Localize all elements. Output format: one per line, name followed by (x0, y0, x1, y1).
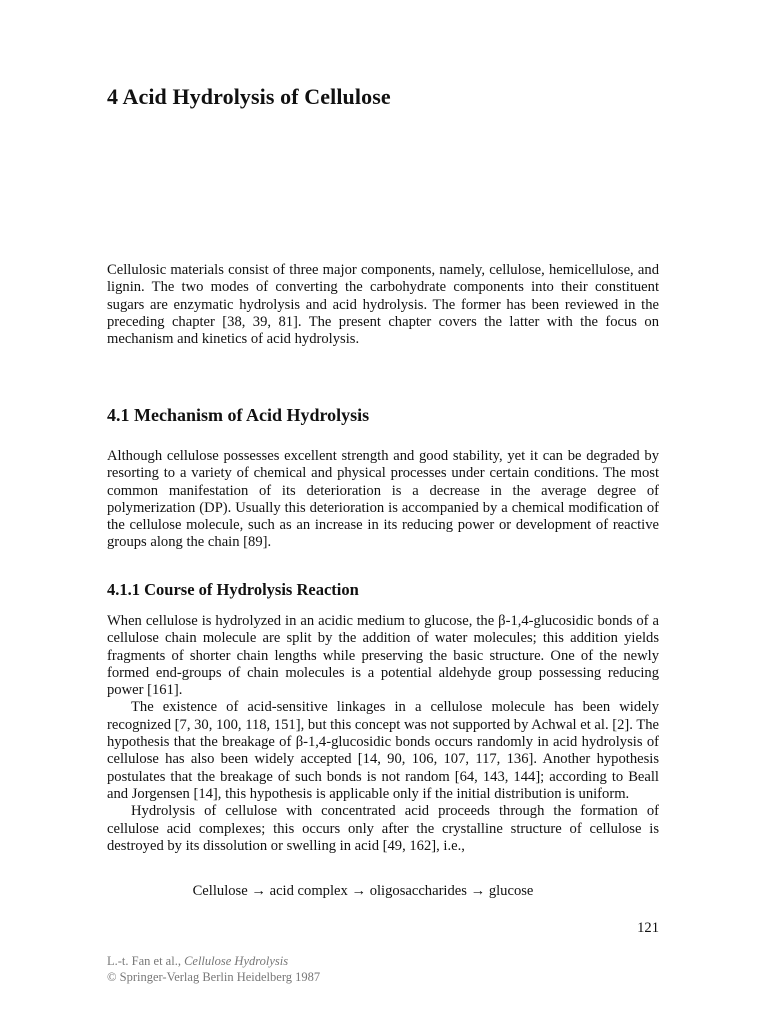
section-4-1-body (107, 448, 659, 552)
page-number: 121 (637, 920, 659, 936)
footer-copyright: © Springer-Verlag Berlin Heidelberg 1987 (107, 970, 321, 984)
footer-citation (107, 953, 320, 985)
body-paragraph-3: Hydrolysis of cellulose with concentrated acid proceeds through the formation of cellulose acid complexes; this occurs only after the crystalline structure of cellulose is destroyed by its dissolution or swelling in acid [49, 162], i.e., (107, 803, 659, 854)
section-title-4-1: 4.1 Mechanism of Acid Hydrolysis (107, 405, 370, 425)
reaction-equation: Cellulose → acid complex → oligosaccharides → glucose (192, 883, 534, 899)
chapter-title: 4 Acid Hydrolysis of Cellulose (107, 84, 391, 109)
footer-book-title: Cellulose Hydrolysis (184, 954, 289, 968)
section-4-1-1-body (107, 613, 659, 855)
intro-section (107, 262, 659, 348)
section-4-1-paragraph: Although cellulose possesses excellent strength and good stability, yet it can be degraded by resorting to a variety of chemical and physical processes under certain conditions. The most common manifestation of its deterioration is a decrease in the average degree of polymerization (DP). Usually this deterioration is accompanied by a chemical modification of the cellulose molecule, such as an increase in its reducing power or development of reactive groups along the chain [89]. (107, 448, 659, 551)
intro-paragraph: Cellulosic materials consist of three major components, namely, cellulose, hemicellulose, and lignin. The two modes of converting the carbohydrate components into their constituent sugars are enzymatic hydrolysis and acid hydrolysis. The former has been reviewed in the preceding chapter [38, 39, 81]. The present chapter covers the latter with the focus on mechanism and kinetics of acid hydrolysis. (107, 262, 659, 348)
subsection-title-4-1-1: 4.1.1 Course of Hydrolysis Reaction (107, 580, 359, 599)
footer-authors: L.-t. Fan et al., (107, 954, 185, 968)
body-paragraph-1: When cellulose is hydrolyzed in an acidic medium to glucose, the β-1,4-glucosidic bonds of a cellulose chain molecule are split by the addition of water molecules; this addition yields fragments of shorter chain lengths while preserving the basic structure. One of the newly formed end-groups of chain molecules is a potential aldehyde group possessing reducing power [161]. (107, 613, 659, 699)
footer-line-1 (107, 953, 320, 969)
body-paragraph-2: The existence of acid-sensitive linkages in a cellulose molecule has been widely recognized [7, 30, 100, 118, 151], but this concept was not supported by Achwal et al. [2]. The hypothesis that the breakage of β-1,4-glucosidic bonds occurs randomly in acid hydrolysis of cellulose has also been widely accepted [14, 90, 106, 107, 117, 136]. Another hypothesis postulates that the breakage of such bonds is not random [64, 143, 144]; according to Beall and Jorgensen [14], this hypothesis is applicable only if the initial distribution is uniform. (107, 699, 660, 802)
